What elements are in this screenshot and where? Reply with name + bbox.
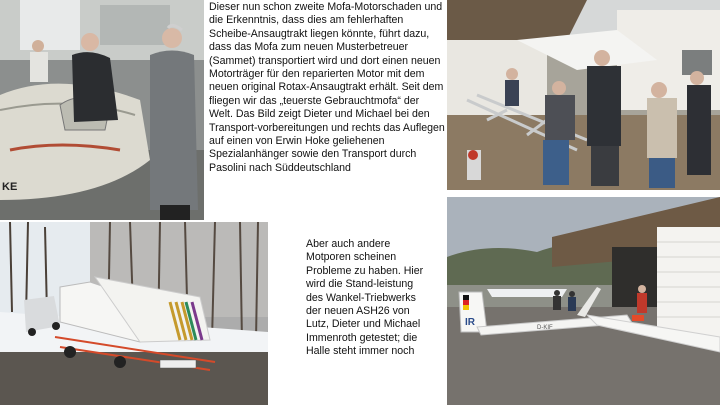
photo-trailer-transport: [0, 222, 268, 405]
wing-label: D-KIF: [537, 325, 553, 331]
tail-label: IR: [465, 317, 475, 328]
description-paragraph-bottom: Aber auch andere Motporen scheinen Probleme zu haben. Hier wird die Stand-leistung des Wankel-Triebwerks der neuen ASH26 von Lutz, Dieter und Michael Immenroth getestet; die Halle steht immer noch: [306, 238, 424, 358]
fuselage-label: KE: [2, 181, 18, 193]
photo-airfield-glider: [447, 197, 720, 405]
photo-workshop: [0, 0, 204, 220]
photo-hangar-loading: [447, 0, 720, 190]
description-paragraph-top: Dieser nun schon zweite Mofa-Motorschaden und die Erkenntnis, dass dies am fehlerhaften Scheibe-Ansaugtrakt liegen könnte, führt dazu, dass das Mofa zum neuen Musterbetreuer (Sammet) transportiert wird und dort einen neuen Motorträger für den reparierten Motor mit dem neuen original Rotax-Ansaugtrakt erhält. Seit dem fliegen wir das „teuerste Gebrauchtmofa“ der Welt. Das Bild zeigt Dieter und Michael bei den Transport-vorbereitungen und rechts das Auflegen auf einen von Erwin Hoke geliehenen Spezialanhänger sowie den Transport durch Pasolini nach Süddeutschland: [209, 1, 445, 174]
